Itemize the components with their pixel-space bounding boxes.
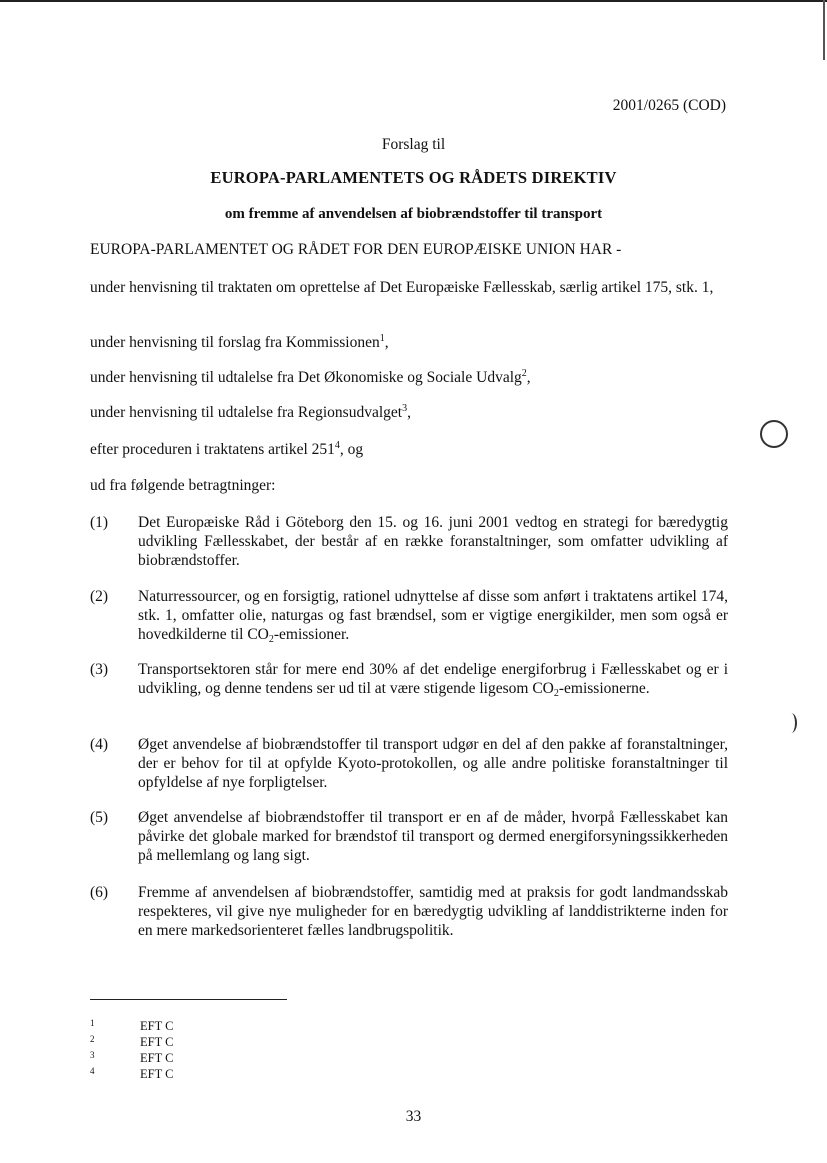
citation-text: under henvisning til traktaten om oprettelse af Det Europæiske Fællesskab, særlig artikel 175, stk. 1, <box>90 279 714 296</box>
footnote-reference: 3 <box>402 403 408 414</box>
recital-text: Øget anvendelse af biobrændstoffer til transport udgør en del af den pakke af foranstaltninger, der er behov for til at opfylde Kyoto-protokollen, og alle andre politiske foranstaltninger til opfyldelse af nye forpligtelser. <box>138 736 728 791</box>
citation-5 <box>90 440 730 459</box>
citation-punctuation: , <box>526 369 531 386</box>
footnote-mark: 2 <box>90 1034 95 1044</box>
citation-1 <box>90 278 730 297</box>
footnote-text: EFT C <box>140 1067 174 1081</box>
procedure-reference: 2001/0265 (COD) <box>612 97 726 114</box>
footnote-reference: 2 <box>521 368 527 379</box>
footnote-mark: 4 <box>90 1066 95 1076</box>
recital-number: (3) <box>90 661 109 678</box>
recital-text: Øget anvendelse af biobrændstoffer til transport er en af de måder, hvorpå Fællesskabet kan påvirke det globale marked for brændstof til transport og dermed energiforsyningssikkerheden på mellemlang og lang sigt. <box>138 809 728 864</box>
footnote-text: EFT C <box>140 1035 174 1049</box>
footnote-separator <box>90 999 287 1000</box>
subscript: 2 <box>553 688 559 699</box>
footnote-mark: 3 <box>90 1050 95 1060</box>
recital-number: (5) <box>90 809 109 826</box>
recital-text: Fremme af anvendelsen af biobrændstoffer, samtidig med at praksis for godt landmandsskab respekteres, vil give nye muligheder for en bæredygtig udvikling af landdistrikterne inden for en mere markedsorienteret fælles landbrugspolitik. <box>138 884 728 939</box>
document-subtitle: om fremme af anvendelsen af biobrændstoffer til transport <box>224 206 603 222</box>
recital-number: (6) <box>90 884 109 901</box>
footnote-text: EFT C <box>140 1051 174 1065</box>
citation-3 <box>90 368 730 387</box>
page-number: 33 <box>405 1108 422 1125</box>
citation-2 <box>90 333 730 352</box>
recital-text: Transportsektoren står for mere end 30% af det endelige energiforbrug i Fællesskabet og er i udvikling, og denne tendens ser ud til at være stigende ligesom $CO_2$-emissionerne. <box>138 661 728 699</box>
footnote-mark: 1 <box>90 1018 95 1028</box>
document-title: EUROPA-PARLAMENTETS OG RÅDETS DIREKTIV <box>210 168 617 187</box>
punch-hole-mark <box>760 420 788 448</box>
citation-4 <box>90 403 730 422</box>
footnote-reference: 4 <box>334 440 340 451</box>
recital-number: (4) <box>90 736 109 753</box>
citation-text: under henvisning til udtalelse fra Det Økonomiske og Sociale Udvalg <box>90 369 522 386</box>
recital-text: Det Europæiske Råd i Göteborg den 15. og 16. juni 2001 vedtog en strategi for bæredygtig udvikling Fællesskabet, der består af en række foranstaltninger, som omfatter udvikling af biobrændstoffer. <box>138 514 728 569</box>
footnote-reference: 1 <box>379 333 385 344</box>
citation-text: efter proceduren i traktatens artikel 251 <box>90 441 335 458</box>
citation-punctuation: , og <box>339 441 364 458</box>
punch-hole-mark <box>785 713 797 733</box>
title-line-1: Forslag til <box>381 136 446 153</box>
top-border-line <box>0 0 827 2</box>
citation-text: ud fra følgende betragtninger: <box>90 477 276 494</box>
recital-number: (1) <box>90 514 109 531</box>
citation-text: under henvisning til udtalelse fra Regionsudvalget <box>90 404 403 421</box>
citation-text: under henvisning til forslag fra Kommissionen <box>90 334 380 351</box>
citation-punctuation: , <box>407 404 411 421</box>
citation-6 <box>90 476 730 495</box>
recital-number: (2) <box>90 588 109 605</box>
citation-punctuation: , <box>384 334 389 351</box>
right-border-line <box>823 0 825 60</box>
footnote-text: EFT C <box>140 1019 174 1033</box>
recital-text: Naturressourcer, og en forsigtig, rationel udnyttelse af disse som anført i traktatens artikel 174, stk. 1, omfatter olie, naturgas og fast brændsel, som er vigtige energikilder, men som også er hovedkilderne til $CO_2$-emissioner. <box>138 588 728 645</box>
subscript: 2 <box>268 634 274 645</box>
preamble-intro: EUROPA-PARLAMENTET OG RÅDET FOR DEN EUROPÆISKE UNION HAR - <box>90 241 622 258</box>
